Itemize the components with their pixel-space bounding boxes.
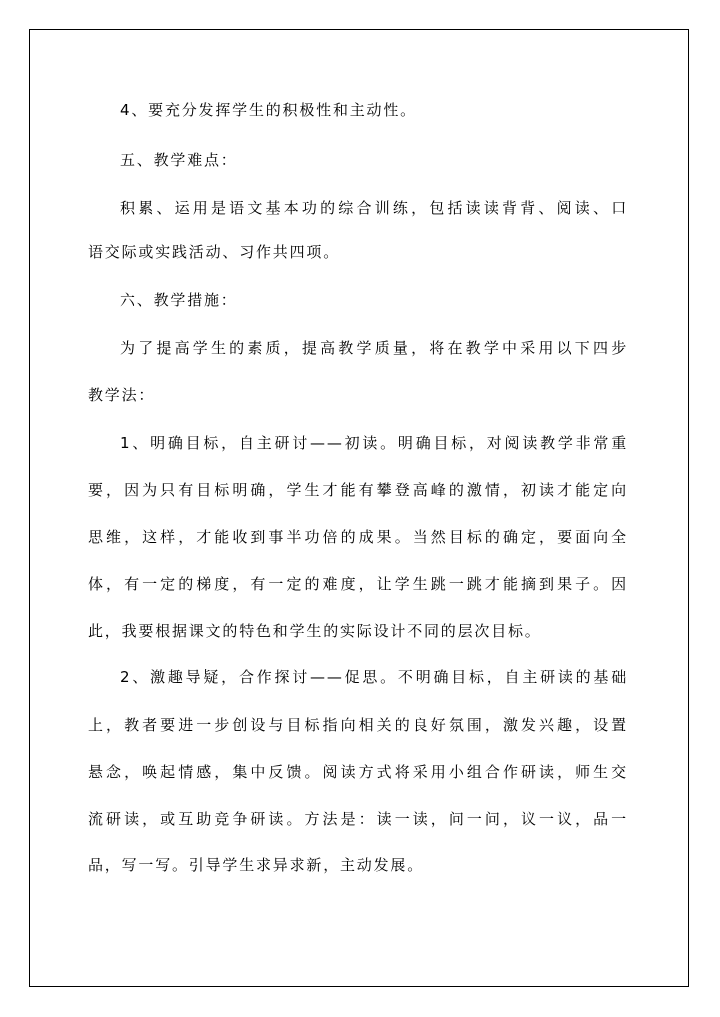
heading-teaching-difficulties: 五、教学难点： (120, 151, 238, 169)
page-border (29, 29, 689, 987)
paragraph-line: 思维，这样，才能收到事半功倍的成果。当然目标的确定，要面向全 (88, 528, 628, 546)
paragraph-line: 品，写一写。引导学生求异求新，主动发展。 (88, 856, 425, 874)
paragraph-line: 上，教者要进一步创设与目标指向相关的良好氛围，激发兴趣，设置 (88, 716, 628, 734)
paragraph-line: 积累、运用是语文基本功的综合训练，包括读读背背、阅读、口 (120, 199, 628, 217)
paragraph-line: 1、明确目标，自主研讨——初读。明确目标，对阅读教学非常重 (120, 434, 628, 452)
paragraph-line: 教学法： (88, 386, 156, 404)
paragraph-line: 要，因为只有目标明确，学生才能有攀登高峰的激情，初读才能定向 (88, 481, 628, 499)
paragraph-line: 语交际或实践活动、习作共四项。 (88, 243, 341, 261)
paragraph-line: 体，有一定的梯度，有一定的难度，让学生跳一跳才能摘到果子。因 (88, 575, 628, 593)
paragraph-line: 此，我要根据课文的特色和学生的实际设计不同的层次目标。 (88, 622, 542, 640)
heading-teaching-measures: 六、教学措施： (120, 291, 238, 309)
item-4-line: 4、要充分发挥学生的积极性和主动性。 (120, 101, 417, 119)
paragraph-line: 为了提高学生的素质，提高教学质量，将在教学中采用以下四步 (120, 339, 628, 357)
paragraph-line: 2、激趣导疑，合作探讨——促思。不明确目标，自主研读的基础 (120, 668, 628, 686)
paragraph-line: 悬念，唤起情感，集中反馈。阅读方式将采用小组合作研读，师生交 (88, 763, 628, 781)
paragraph-line: 流研读，或互助竞争研读。方法是：读一读，问一问，议一议，品一 (88, 810, 628, 828)
